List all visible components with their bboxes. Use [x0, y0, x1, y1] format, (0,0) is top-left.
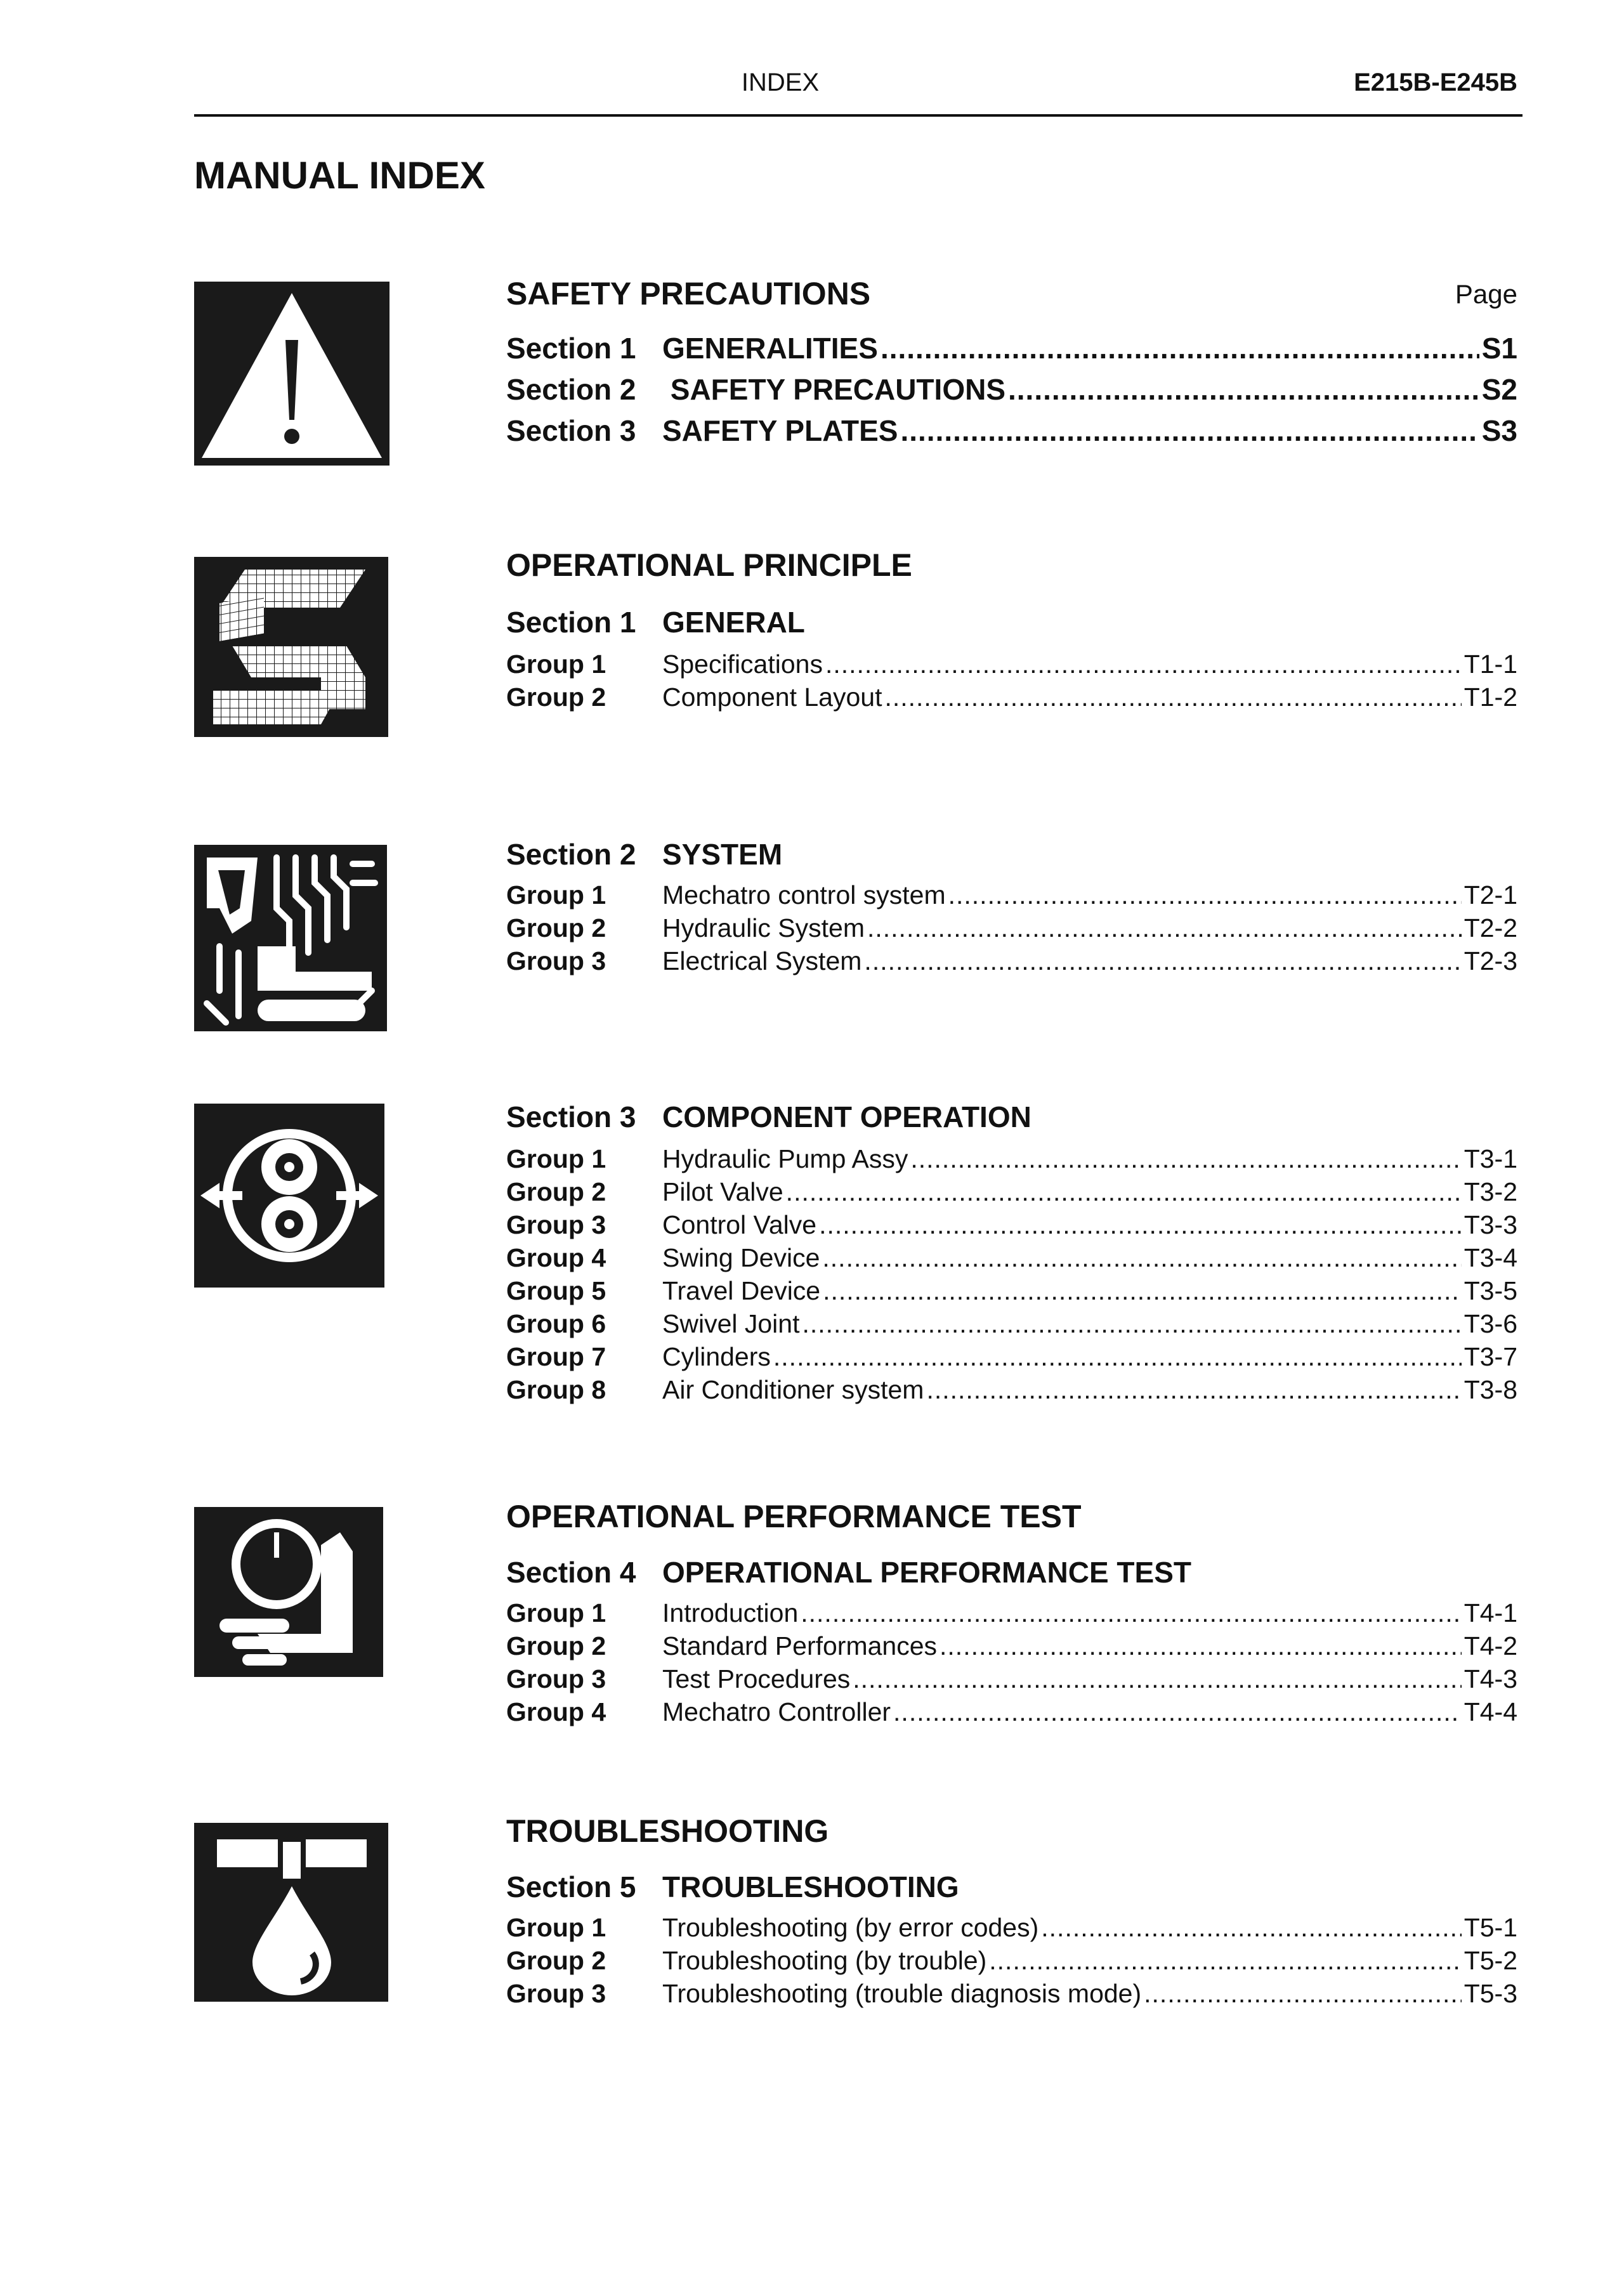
- toc-entry[interactable]: [506, 1913, 1517, 1943]
- circuit-excavator-icon: [194, 845, 387, 1031]
- entry-page: T4-2: [1464, 1631, 1517, 1660]
- section-heading: Section 2 SYSTEM: [506, 838, 783, 871]
- dot-leader: [786, 1177, 1462, 1207]
- entry-title: Hydraulic Pump Assy: [662, 1144, 908, 1173]
- dot-leader: [802, 1309, 1461, 1339]
- entry-title: Air Conditioner system: [662, 1375, 924, 1404]
- gear-pump-icon: [194, 1104, 384, 1288]
- toc-entry[interactable]: [506, 1697, 1517, 1727]
- entry-label: Section 3: [506, 414, 636, 447]
- entry-label: Group 2: [506, 1946, 606, 1975]
- toc-entry[interactable]: [506, 1243, 1517, 1273]
- entry-label: Group 2: [506, 1631, 606, 1660]
- category-heading-performance: OPERATIONAL PERFORMANCE TEST: [506, 1499, 1082, 1534]
- entry-label: Group 7: [506, 1342, 606, 1371]
- dot-leader: [948, 880, 1462, 910]
- entry-page: T4-1: [1464, 1598, 1517, 1627]
- toc-entry[interactable]: [506, 1144, 1517, 1174]
- entry-page: S3: [1481, 414, 1517, 447]
- section-heading: Section 1 GENERAL: [506, 606, 805, 639]
- toc-entry[interactable]: [506, 1946, 1517, 1976]
- toc-entry[interactable]: [506, 372, 1517, 407]
- entry-label: Group 2: [506, 682, 606, 712]
- dot-leader: [1144, 1979, 1462, 2009]
- page-title: MANUAL INDEX: [194, 154, 485, 197]
- entry-label: Group 1: [506, 1598, 606, 1627]
- entry-title: Hydraulic System: [662, 913, 865, 943]
- entry-title: Electrical System: [662, 946, 862, 975]
- entry-label: Group 4: [506, 1243, 606, 1272]
- entry-title: Cylinders: [662, 1342, 771, 1371]
- dot-leader: [884, 682, 1461, 712]
- entry-page: T3-1: [1464, 1144, 1517, 1173]
- dot-leader: [822, 1243, 1461, 1273]
- entry-label: Group 1: [506, 1144, 606, 1173]
- entry-title: Swing Device: [662, 1243, 820, 1272]
- entry-page: S1: [1481, 332, 1517, 365]
- dot-leader: [1008, 372, 1479, 407]
- header-divider: [194, 114, 1522, 117]
- warning-triangle-icon: [194, 282, 390, 466]
- entry-page: T3-8: [1464, 1375, 1517, 1404]
- entry-title: Swivel Joint: [662, 1309, 800, 1338]
- entry-page: T3-5: [1464, 1276, 1517, 1305]
- dot-leader: [1041, 1913, 1461, 1943]
- entry-title: Introduction: [662, 1598, 799, 1627]
- entry-title: Specifications: [662, 649, 823, 679]
- entry-label: Group 2: [506, 913, 606, 943]
- entry-label: Group 5: [506, 1276, 606, 1305]
- entry-page: T5-2: [1464, 1946, 1517, 1975]
- toc-entry[interactable]: [506, 1598, 1517, 1628]
- entry-page: T5-3: [1464, 1979, 1517, 2008]
- category-heading-operational: OPERATIONAL PRINCIPLE: [506, 547, 912, 583]
- entry-title: Pilot Valve: [662, 1177, 783, 1206]
- entry-page: T2-1: [1464, 880, 1517, 910]
- entry-label: Group 4: [506, 1697, 606, 1726]
- toc-entry[interactable]: [506, 682, 1517, 712]
- toc-entry[interactable]: [506, 414, 1517, 448]
- toc-entry[interactable]: [506, 1979, 1517, 2009]
- entry-title: Mechatro control system: [662, 880, 946, 910]
- entry-label: Group 1: [506, 880, 606, 910]
- entry-page: T4-4: [1464, 1697, 1517, 1726]
- entry-title: GENERALITIES: [662, 332, 878, 365]
- entry-page: T5-1: [1464, 1913, 1517, 1942]
- entry-label: Group 3: [506, 1979, 606, 2008]
- gauge-hand-icon: [194, 1507, 383, 1677]
- dot-leader: [823, 1276, 1462, 1306]
- dot-leader: [773, 1342, 1462, 1372]
- entry-label: Section 1: [506, 332, 636, 365]
- entry-page: T1-1: [1464, 649, 1517, 679]
- toc-entry[interactable]: [506, 1309, 1517, 1339]
- dot-leader: [989, 1946, 1461, 1976]
- entry-title: SAFETY PRECAUTIONS: [662, 373, 1005, 406]
- dot-leader: [940, 1631, 1462, 1661]
- toc-entry[interactable]: [506, 1664, 1517, 1694]
- entry-title: Control Valve: [662, 1210, 817, 1239]
- toc-entry[interactable]: [506, 649, 1517, 679]
- section-heading: Section 3 COMPONENT OPERATION: [506, 1100, 1031, 1133]
- entry-page: T2-3: [1464, 946, 1517, 975]
- toc-entry[interactable]: [506, 880, 1517, 910]
- entry-label: Group 3: [506, 1664, 606, 1693]
- section-heading: Section 4 OPERATIONAL PERFORMANCE TEST: [506, 1556, 1191, 1589]
- running-header-title: INDEX: [741, 68, 820, 96]
- dot-leader: [853, 1664, 1461, 1694]
- oil-drop-icon: [194, 1823, 388, 2002]
- toc-entry[interactable]: [506, 913, 1517, 943]
- dot-leader: [926, 1375, 1461, 1405]
- cube-s-icon: [194, 557, 388, 737]
- entry-page: T3-7: [1464, 1342, 1517, 1371]
- dot-leader: [864, 946, 1461, 976]
- dot-leader: [881, 331, 1479, 365]
- entry-label: Group 1: [506, 649, 606, 679]
- page-column-label: Page: [1455, 279, 1517, 309]
- toc-entry[interactable]: [506, 1210, 1517, 1240]
- entry-label: Group 8: [506, 1375, 606, 1404]
- entry-page: T4-3: [1464, 1664, 1517, 1693]
- toc-entry[interactable]: [506, 1276, 1517, 1306]
- entry-page: T1-2: [1464, 682, 1517, 712]
- entry-label: Group 1: [506, 1913, 606, 1942]
- entry-label: Group 3: [506, 946, 606, 975]
- entry-page: T2-2: [1464, 913, 1517, 943]
- model-number: E215B-E245B: [1354, 68, 1517, 96]
- entry-title: Travel Device: [662, 1276, 821, 1305]
- entry-title: Mechatro Controller: [662, 1697, 891, 1726]
- section-heading: Section 5 TROUBLESHOOTING: [506, 1870, 959, 1903]
- dot-leader: [910, 1144, 1461, 1174]
- dot-leader: [825, 649, 1462, 679]
- dot-leader: [900, 414, 1479, 448]
- toc-entry[interactable]: [506, 1631, 1517, 1661]
- toc-entry[interactable]: [506, 1342, 1517, 1372]
- toc-entry[interactable]: [506, 1375, 1517, 1405]
- entry-page: T3-6: [1464, 1309, 1517, 1338]
- category-heading-safety: SAFETY PRECAUTIONS: [506, 276, 871, 311]
- entry-page: T3-3: [1464, 1210, 1517, 1239]
- toc-entry[interactable]: [506, 1177, 1517, 1207]
- dot-leader: [819, 1210, 1462, 1240]
- entry-title: SAFETY PLATES: [662, 414, 898, 447]
- toc-entry[interactable]: [506, 331, 1517, 365]
- entry-label: Group 2: [506, 1177, 606, 1206]
- entry-page: T3-2: [1464, 1177, 1517, 1206]
- entry-title: Standard Performances: [662, 1631, 938, 1660]
- toc-entry[interactable]: [506, 946, 1517, 976]
- entry-title: Component Layout: [662, 682, 882, 712]
- dot-leader: [893, 1697, 1462, 1727]
- dot-leader: [867, 913, 1462, 943]
- entry-label: Group 6: [506, 1309, 606, 1338]
- dot-leader: [801, 1598, 1461, 1628]
- entry-title: Troubleshooting (trouble diagnosis mode): [662, 1979, 1142, 2008]
- entry-page: S2: [1481, 373, 1517, 406]
- category-heading-troubleshooting: TROUBLESHOOTING: [506, 1813, 829, 1849]
- entry-page: T3-4: [1464, 1243, 1517, 1272]
- entry-label: Group 3: [506, 1210, 606, 1239]
- entry-title: Test Procedures: [662, 1664, 851, 1693]
- entry-label: Section 2: [506, 373, 636, 406]
- entry-title: Troubleshooting (by trouble): [662, 1946, 987, 1975]
- entry-title: Troubleshooting (by error codes): [662, 1913, 1039, 1942]
